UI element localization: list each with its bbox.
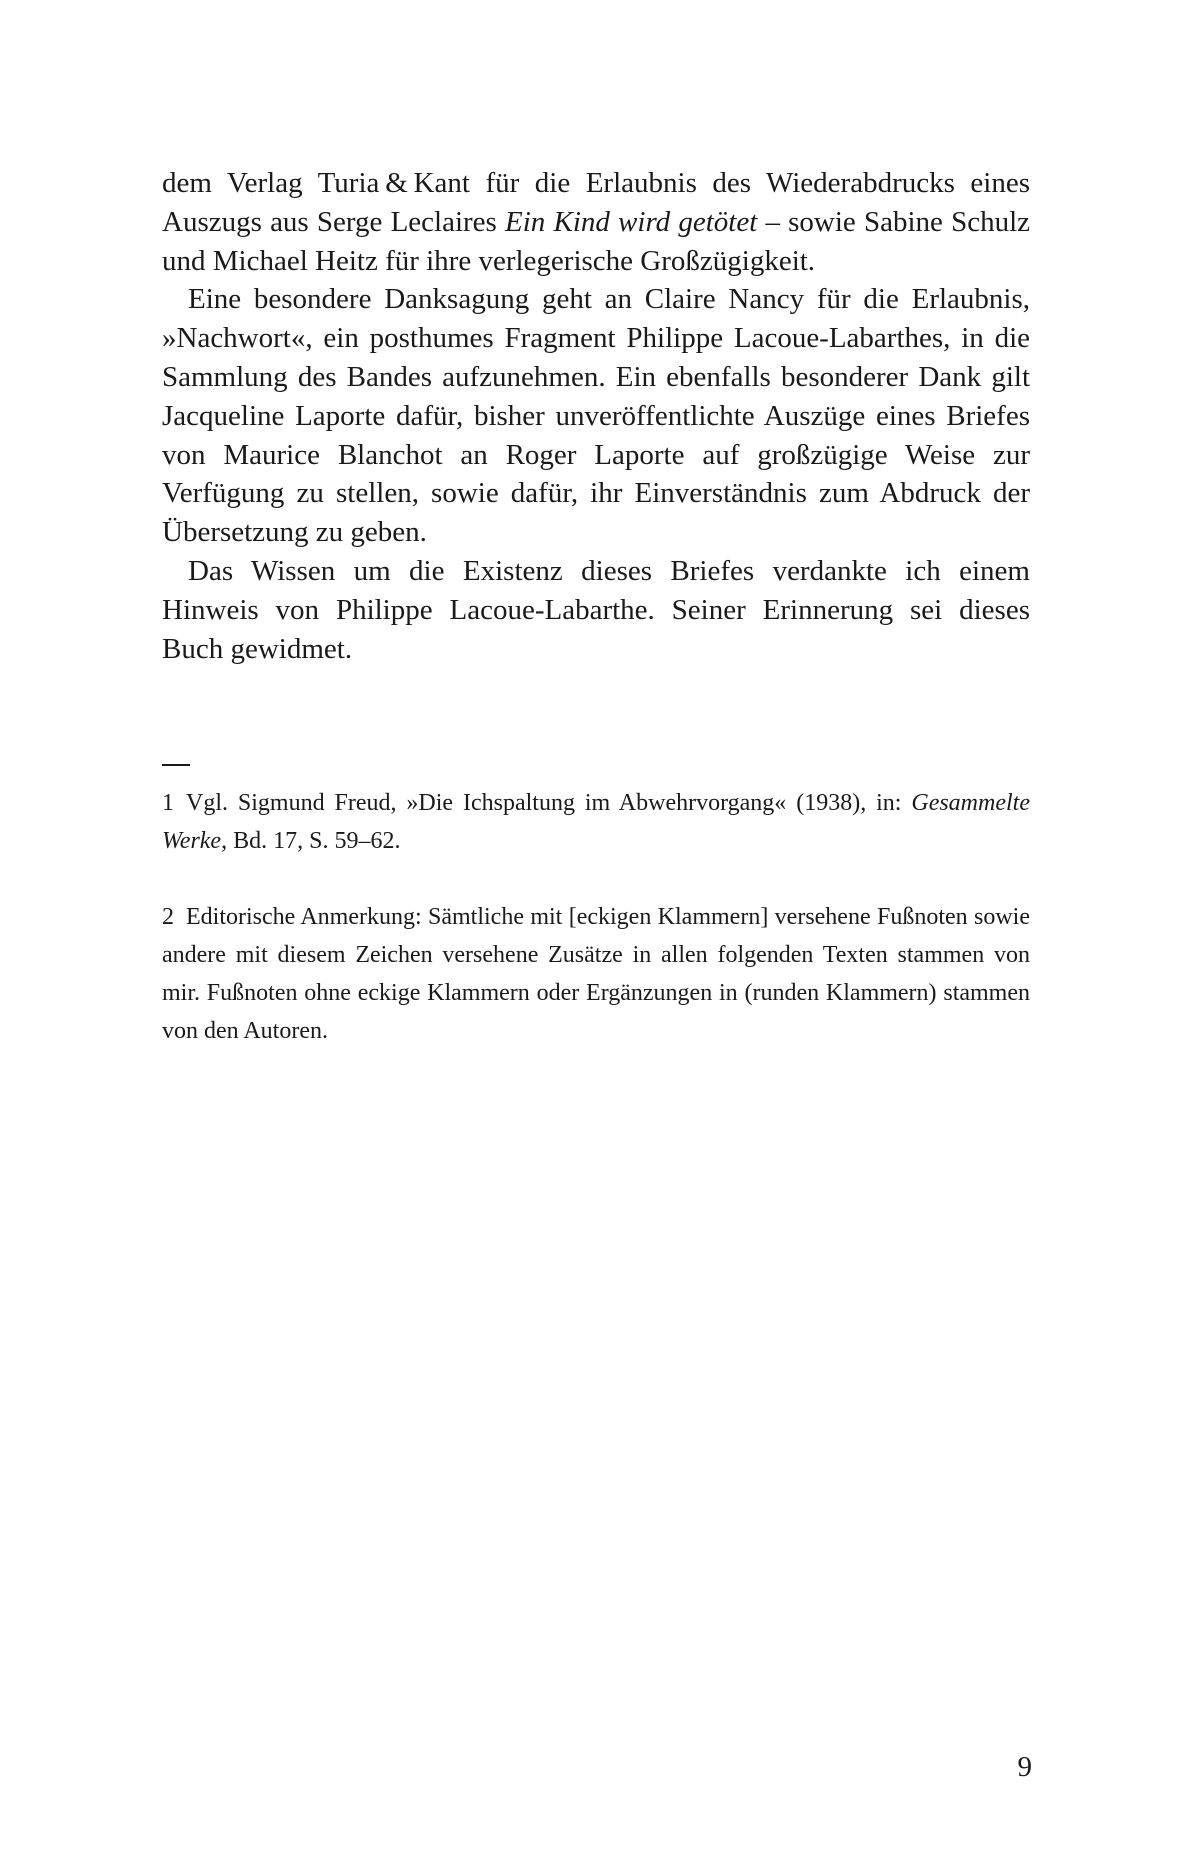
paragraph-1 [162,164,1030,280]
footnote-number: 2 [162,904,174,930]
footnote-2-text: Editorische Anmerkung: Sämtliche mit [eckigen Klammern] versehene Fußnoten sowie andere mit diesem Zeichen versehene Zusätze in allen folgenden Texten stammen von mir. Fußnoten ohne eckige Klammern oder Ergänzungen in (runden Klammern) stammen von den Autoren. [162,904,1030,1044]
main-text [162,164,1030,668]
footnotes [162,784,1030,1088]
footnote-1-text-end: , Bd. 17, S. 59–62. [221,828,401,854]
paragraph-2: Eine besondere Danksagung geht an Claire Nancy für die Erlaubnis, »Nachwort«, ein posthumes Fragment Philippe Lacoue-Labarthes, in die Sammlung des Bandes aufzunehmen. Ein ebenfalls besonderer Dank gilt Jacqueline Laporte dafür, bisher unveröffentlichte Auszüge eines Briefes von Maurice Blanchot an Roger Laporte auf großzügige Weise zur Verfügung zu stellen, sowie dafür, ihr Einverständnis zum Abdruck der Übersetzung zu geben. [162,283,1030,549]
footnote-2 [162,898,1030,1050]
page-number: 9 [1017,1751,1032,1783]
paragraph-3: Das Wissen um die Existenz dieses Briefes verdankte ich einem Hinweis von Philippe Lacoue-Labarthe. Seiner Erinnerung sei dieses Buch gewidmet. [162,554,1030,665]
footnote-number: 1 [162,790,174,816]
paragraph-1-text-end: – sowie Sabine Schulz und Michael Heitz für ihre verlegerische Großzügigkeit. [162,205,1030,277]
footnote-separator [162,764,190,766]
work-title-italic: Gesammelte Werke [162,790,1030,854]
paragraph-1-text-start: dem Verlag Turia & Kant für die Erlaubnis des Wiederabdrucks eines Auszugs aus Serge Leclaires [162,167,1030,238]
book-title-italic: Ein Kind wird getötet [505,205,758,238]
footnote-1 [162,784,1030,860]
footnote-1-text-start: Vgl. Sigmund Freud, »Die Ichspaltung im Abwehrvorgang« (1938), in: [186,790,912,816]
